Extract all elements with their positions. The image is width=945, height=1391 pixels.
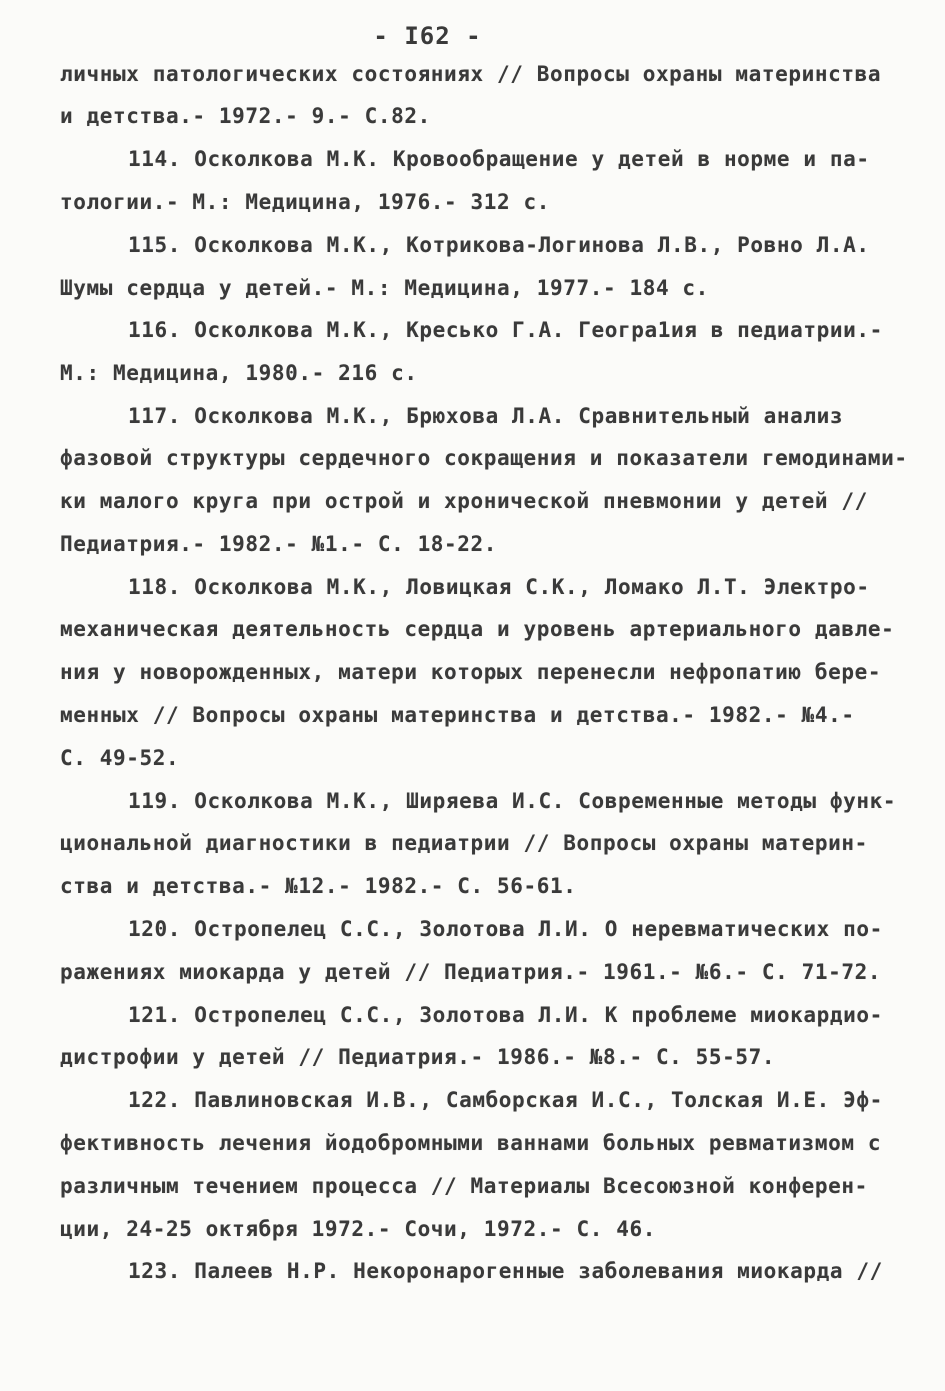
text-line: тологии.- М.: Медицина, 1976.- 312 с. bbox=[60, 190, 550, 214]
text-line: Шумы сердца у детей.- М.: Медицина, 1977.- 184 с. bbox=[60, 276, 709, 300]
text-line: ции, 24-25 октября 1972.- Сочи, 1972.- С. 46. bbox=[60, 1217, 656, 1241]
entry-114-line: 114. Осколкова М.К. Кровообращение у детей в норме и па- bbox=[128, 147, 870, 171]
text-line: личных патологических состояниях // Вопросы охраны материнства bbox=[60, 62, 882, 86]
text-line: и детства.- 1972.- 9.- С.82. bbox=[60, 104, 431, 128]
entry-116-line: 116. Осколкова М.К., Кресько Г.А. Геогра1ия в педиатрии.- bbox=[128, 318, 883, 342]
text-line: фазовой структуры сердечного сокращения и показатели гемодинами- bbox=[60, 446, 908, 470]
text-line: Педиатрия.- 1982.- №1.- С. 18-22. bbox=[60, 532, 498, 556]
text-line: фективность лечения йодобромными ваннами больных ревматизмом с bbox=[60, 1131, 882, 1155]
entry-119-line: 119. Осколкова М.К., Ширяева И.С. Современные методы функ- bbox=[128, 789, 897, 813]
text-line: ства и детства.- №12.- 1982.- С. 56-61. bbox=[60, 874, 577, 898]
text-line: ния у новорожденных, матери которых перенесли нефропатию бере- bbox=[60, 660, 882, 684]
entry-120-line: 120. Остропелец С.С., Золотова Л.И. О неревматических по- bbox=[128, 917, 883, 941]
text-line: ки малого круга при острой и хронической пневмонии у детей // bbox=[60, 489, 868, 513]
entry-117-line: 117. Осколкова М.К., Брюхова Л.А. Сравнительный анализ bbox=[128, 404, 844, 428]
entry-115-line: 115. Осколкова М.К., Котрикова-Логинова Л.В., Ровно Л.А. bbox=[128, 233, 870, 257]
entry-118-line: 118. Осколкова М.К., Ловицкая С.К., Ломако Л.Т. Электро- bbox=[128, 575, 870, 599]
text-line: ражениях миокарда у детей // Педиатрия.- 1961.- №6.- С. 71-72. bbox=[60, 960, 882, 984]
text-line: механическая деятельность сердца и уровень артериального давле- bbox=[60, 617, 895, 641]
entry-121-line: 121. Остропелец С.С., Золотова Л.И. К проблеме миокардио- bbox=[128, 1003, 883, 1027]
text-line: циональной диагностики в педиатрии // Вопросы охраны материн- bbox=[60, 831, 868, 855]
text-line: С. 49-52. bbox=[60, 746, 180, 770]
text-line: менных // Вопросы охраны материнства и детства.- 1982.- №4.- bbox=[60, 703, 855, 727]
text-line: дистрофии у детей // Педиатрия.- 1986.- №8.- С. 55-57. bbox=[60, 1045, 776, 1069]
page-number: - I62 - bbox=[373, 22, 482, 50]
text-line: М.: Медицина, 1980.- 216 с. bbox=[60, 361, 418, 385]
text-line: различным течением процесса // Материалы Всесоюзной конферен- bbox=[60, 1174, 868, 1198]
entry-123-line: 123. Палеев Н.Р. Некоронарогенные заболевания миокарда // bbox=[128, 1259, 883, 1283]
entry-122-line: 122. Павлиновская И.В., Самборская И.С., Толская И.Е. Эф- bbox=[128, 1088, 883, 1112]
